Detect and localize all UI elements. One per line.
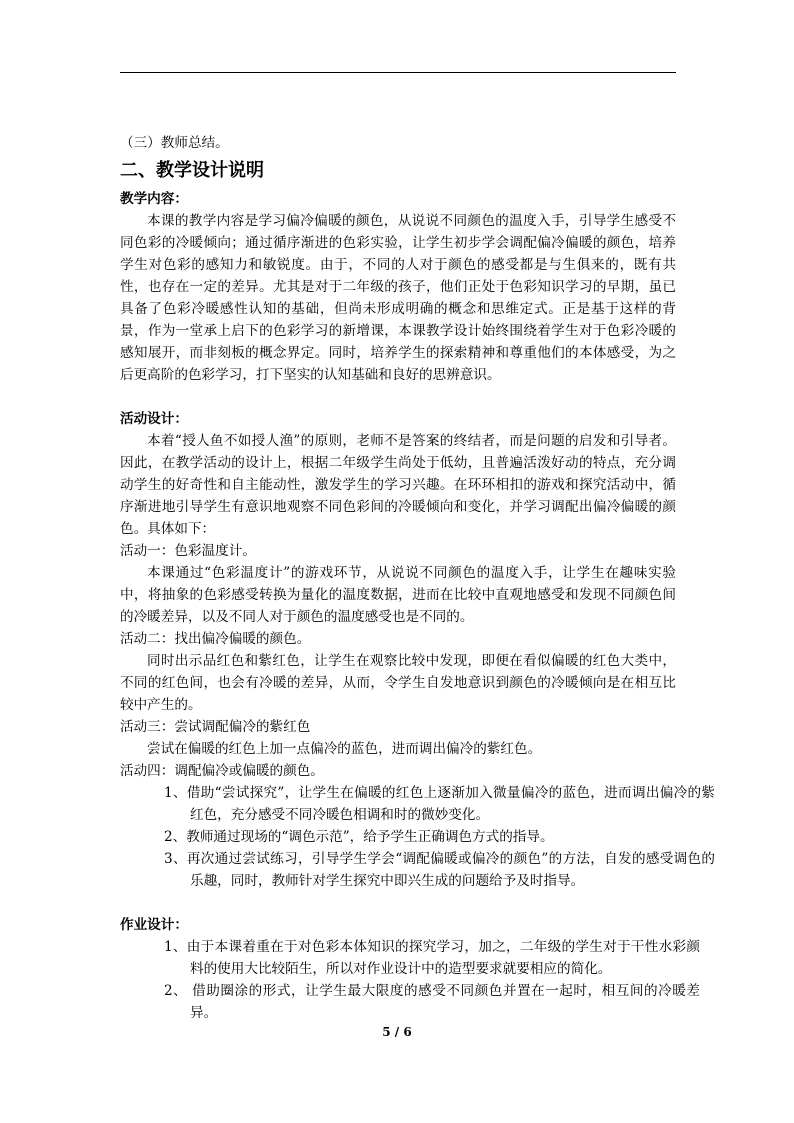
content-heading: 教学内容： bbox=[120, 191, 188, 207]
list-item: 3、再次通过尝试练习，引导学生学会“调配偏暖或偏冷的颜色”的方法，自发的感受调色的乐趣，同时，教师针对学生探究中即兴生成的问题给予及时指导。 bbox=[164, 851, 715, 889]
list-item: 1、借助“尝试探究”，让学生在偏暖的红色上逐渐加入微量偏冷的蓝色，进而调出偏冷的紫红色，充分感受不同冷暖色相调和时的微妙变化。 bbox=[164, 785, 715, 823]
activity-2-label: 活动二：找出偏冷偏暖的颜色。 bbox=[120, 631, 311, 647]
header-rule bbox=[120, 72, 676, 73]
content-paragraph: 本课的教学内容是学习偏冷偏暖的颜色，从说说不同颜色的温度入手，引导学生感受不同色彩的冷暖倾向；通过循序渐进的色彩实验，让学生初步学会调配偏冷偏暖的颜色，培养学生对色彩的感知力和敏锐度。由于，不同的人对于颜色的感受都是与生俱来的，既有共性，也存在一定的差异。尤其是对于二年级的孩子，他们正处于色彩知识学习的早期，虽已具备了色彩冷暖感性认知的基础，但尚未形成明确的概念和思维定式。正是基于这样的背景，作为一堂承上启下的色彩学习的新增课，本课教学设计始终围绕着学生对于色彩冷暖的感知展开，而非刻板的概念界定。同时，培养学生的探索精神和尊重他们的本体感受，为之后更高阶的色彩学习，打下坚实的认知基础和良好的思辨意识。 bbox=[120, 213, 676, 383]
activity-3-label: 活动三：尝试调配偏冷的紫红色 bbox=[120, 719, 311, 735]
activity-heading: 活动设计： bbox=[120, 411, 188, 427]
activity-4-label: 活动四：调配偏冷或偏暖的颜色。 bbox=[120, 763, 324, 779]
activity-1-desc: 本课通过“色彩温度计”的游戏环节，从说说不同颜色的温度入手，让学生在趣味实验中，将抽象的色彩感受转换为量化的温度数据，进而在比较中直观地感受和发现不同颜色间的冷暖差异，以及不同人对于颜色的温度感受也是不同的。 bbox=[120, 565, 676, 625]
list-item: 1、由于本课着重在于对色彩本体知识的探究学习，加之，二年级的学生对于干性水彩颜料的使用大比较陌生，所以对作业设计中的造型要求就要相应的简化。 bbox=[164, 939, 700, 977]
list-item: 2、教师通过现场的“调色示范”，给予学生正确调色方式的指导。 bbox=[164, 829, 554, 845]
list-item: 2、 借助圈涂的形式，让学生最大限度的感受不同颜色并置在一起时，相互间的冷暖差异。 bbox=[164, 983, 700, 1021]
activity-2-desc: 同时出示品红色和紫红色，让学生在观察比较中发现，即便在看似偏暖的红色大类中，不同的红色间，也会有冷暖的差异，从而，令学生自发地意识到颜色的冷暖倾向是在相互比较中产生的。 bbox=[120, 653, 676, 713]
activity-intro: 本着“授人鱼不如授人渔”的原则，老师不是答案的终结者，而是问题的启发和引导者。因此，在教学活动的设计上，根据二年级学生尚处于低幼，且普遍活泼好动的特点，充分调动学生的好奇性和自主能动性，激发学生的学习兴趣。在环环相扣的游戏和探究活动中，循序渐进地引导学生有意识地观察不同色彩间的冷暖倾向和变化，并学习调配出偏冷偏暖的颜色。具体如下： bbox=[120, 433, 676, 537]
activity-4-list bbox=[120, 782, 715, 892]
homework-heading: 作业设计： bbox=[120, 917, 188, 933]
teacher-summary: （三）教师总结。 bbox=[120, 135, 229, 151]
document-body bbox=[120, 132, 715, 1024]
homework-list bbox=[120, 936, 700, 1024]
activity-1-label: 活动一：色彩温度计。 bbox=[120, 543, 256, 559]
section-title: 二、教学设计说明 bbox=[120, 160, 264, 181]
activity-3-desc: 尝试在偏暖的红色上加一点偏冷的蓝色，进而调出偏冷的紫红色。 bbox=[147, 741, 542, 757]
page-number: 5 / 6 bbox=[382, 1025, 412, 1039]
